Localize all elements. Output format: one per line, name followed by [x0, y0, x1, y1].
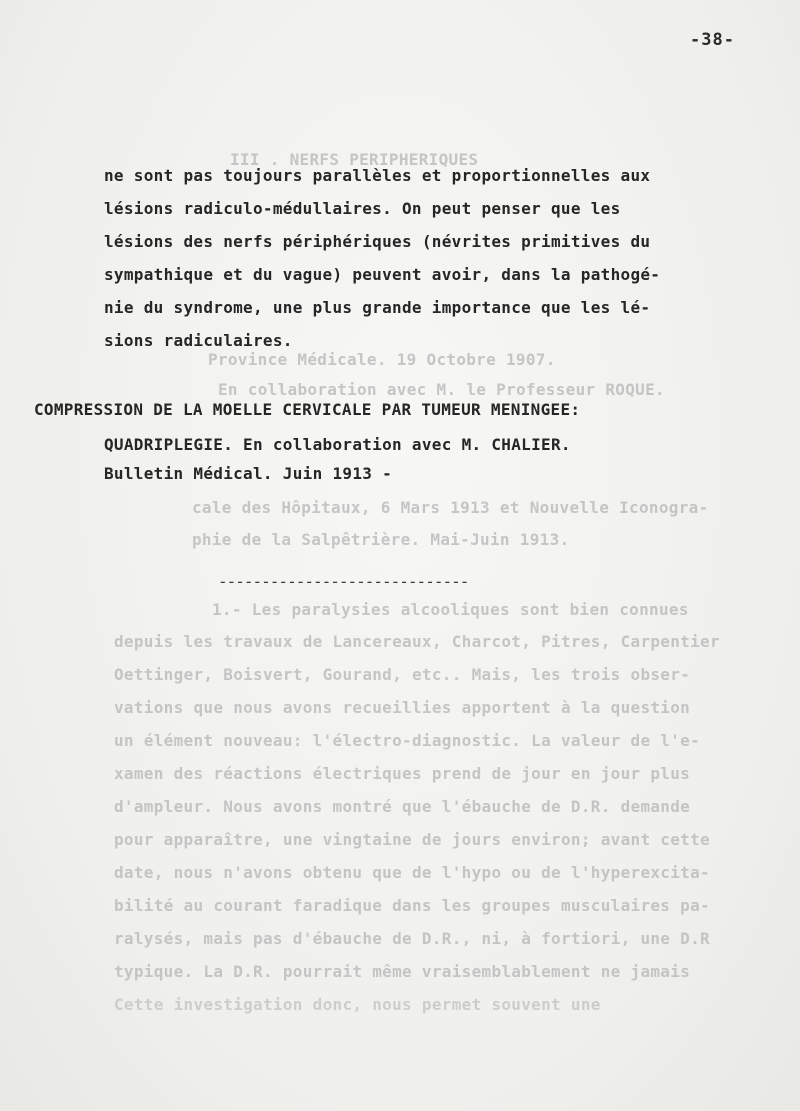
bleed-line: pour apparaître, une vingtaine de jours environ; avant cette	[114, 830, 710, 849]
bleed-line: Cette investigation donc, nous permet souvent une	[114, 995, 601, 1014]
bleed-line: vations que nous avons recueillies apportent à la question	[114, 698, 691, 717]
bleed-line: date, nous n'avons obtenu que de l'hypo ou de l'hyperexcita-	[114, 863, 710, 882]
paragraph-line: lésions des nerfs périphériques (névrites primitives du	[104, 232, 651, 251]
bleed-line: En collaboration avec M. le Professeur ROQUE.	[218, 380, 665, 399]
bleed-line: un élément nouveau: l'électro-diagnostic. La valeur de l'e-	[114, 731, 701, 750]
bleed-heading: III . NERFS PERIPHERIQUES	[230, 150, 479, 169]
paragraph-line: nie du syndrome, une plus grande importance que les lé-	[104, 298, 651, 317]
reference-line: Bulletin Médical. Juin 1913 -	[104, 464, 393, 483]
bleed-line: depuis les travaux de Lancereaux, Charcot, Pitres, Carpentier	[114, 632, 720, 651]
separator-line: -----------------------------	[218, 572, 469, 591]
paragraph-line: sions radiculaires.	[104, 331, 293, 350]
bleed-line: typique. La D.R. pourrait même vraisemblablement ne jamais	[114, 962, 691, 981]
reference-line: QUADRIPLEGIE. En collaboration avec M. CHALIER.	[104, 435, 571, 454]
bleed-line: d'ampleur. Nous avons montré que l'ébauche de D.R. demande	[114, 797, 691, 816]
bleed-line: Province Médicale. 19 Octobre 1907.	[208, 350, 556, 369]
bleed-line: Oettinger, Boisvert, Gourand, etc.. Mais, les trois obser-	[114, 665, 691, 684]
bleed-line: ralysés, mais pas d'ébauche de D.R., ni, à fortiori, une D.R	[114, 929, 710, 948]
reference-title: COMPRESSION DE LA MOELLE CERVICALE PAR TUMEUR MENINGEE:	[34, 400, 581, 419]
page-number: -38-	[690, 30, 735, 50]
bleed-line: 1.- Les paralysies alcooliques sont bien connues	[212, 600, 689, 619]
bleed-line: phie de la Salpêtrière. Mai-Juin 1913.	[192, 530, 570, 549]
bleed-line: bilité au courant faradique dans les groupes musculaires pa-	[114, 896, 710, 915]
bleed-line: cale des Hôpitaux, 6 Mars 1913 et Nouvelle Iconogra-	[192, 498, 709, 517]
paragraph-line: ne sont pas toujours parallèles et proportionnelles aux	[104, 166, 651, 185]
paragraph-line: lésions radiculo-médullaires. On peut penser que les	[104, 199, 621, 218]
bleed-line: xamen des réactions électriques prend de jour en jour plus	[114, 764, 691, 783]
paragraph-line: sympathique et du vague) peuvent avoir, dans la pathogé-	[104, 265, 661, 284]
